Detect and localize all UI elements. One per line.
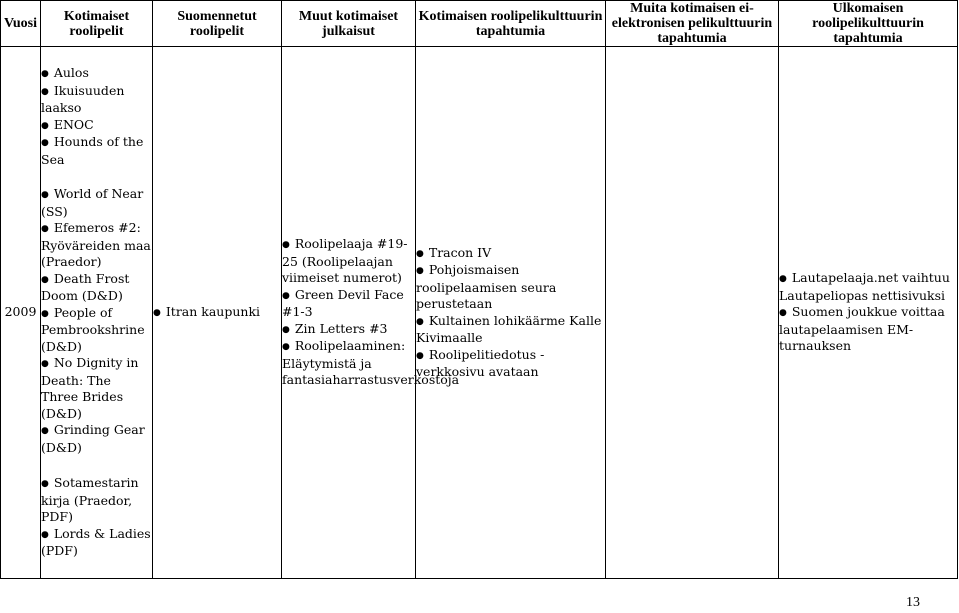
header-year: Vuosi bbox=[1, 1, 41, 47]
list-item: ● Roolipelaaminen: Eläytymistä ja fantasiaharrastusverkostoja bbox=[282, 338, 415, 389]
list-item: ● Zin Letters #3 bbox=[282, 321, 415, 339]
list-item: ● Green Devil Face #1-3 bbox=[282, 287, 415, 321]
list-item: ● Pohjoismaisen roolipelaamisen seura perustetaan bbox=[416, 262, 605, 313]
list-item: ● Aulos bbox=[41, 65, 152, 83]
header-foreign-events: Ulkomaisen roolipelikulttuurin tapahtumia bbox=[779, 1, 958, 47]
list-item: ● Sotamestarin kirja (Praedor, PDF) bbox=[41, 475, 152, 526]
list-item: ● ENOC bbox=[41, 117, 152, 135]
translated-games-list bbox=[153, 304, 281, 322]
year-cell: 2009 bbox=[1, 47, 41, 579]
other-domestic-events-cell bbox=[606, 47, 779, 579]
list-item: ● Roolipelaaja #19-25 (Roolipelaajan viimeiset numerot) bbox=[282, 236, 415, 287]
list-gap bbox=[41, 168, 152, 186]
header-domestic-events: Kotimaisen roolipelikulttuurin tapahtumia bbox=[416, 1, 606, 47]
header-translated-games: Suomennetut roolipelit bbox=[153, 1, 282, 47]
foreign-events-list bbox=[779, 270, 957, 355]
list-item: ● Kultainen lohikäärme Kalle Kivimaalle bbox=[416, 313, 605, 347]
foreign-events-cell bbox=[779, 47, 958, 579]
list-item: ● Efemeros #2: Ryöväreiden maa (Praedor) bbox=[41, 220, 152, 271]
list-item: ● Tracon IV bbox=[416, 245, 605, 263]
list-item: ● Hounds of the Sea bbox=[41, 134, 152, 168]
header-other-publications: Muut kotimaiset julkaisut bbox=[282, 1, 416, 47]
list-item: ● Lords & Ladies (PDF) bbox=[41, 526, 152, 560]
list-item: ● Suomen joukkue voittaa lautapelaamisen EM-turnauksen bbox=[779, 304, 957, 355]
page-number: 13 bbox=[906, 595, 920, 610]
list-item: ● Grinding Gear (D&D) bbox=[41, 422, 152, 456]
header-other-domestic-events: Muita kotimaisen ei-elektronisen pelikulttuurin tapahtumia bbox=[606, 1, 779, 47]
domestic-events-cell bbox=[416, 47, 606, 579]
domestic-games-list-2 bbox=[41, 186, 152, 456]
list-item: ● No Dignity in Death: The Three Brides (D&D) bbox=[41, 355, 152, 422]
list-item: ● World of Near (SS) bbox=[41, 186, 152, 220]
list-gap bbox=[41, 456, 152, 475]
header-domestic-games: Kotimaiset roolipelit bbox=[41, 1, 153, 47]
list-item: ● Itran kaupunki bbox=[153, 304, 281, 322]
list-item: ● Roolipelitiedotus -verkkosivu avataan bbox=[416, 347, 605, 381]
translated-games-cell bbox=[153, 47, 282, 579]
list-item: ● Lautapelaaja.net vaihtuu Lautapeliopas nettisivuksi bbox=[779, 270, 957, 304]
domestic-games-cell bbox=[41, 47, 153, 579]
list-item: ● People of Pembrookshrine (D&D) bbox=[41, 305, 152, 356]
domestic-games-list-1 bbox=[41, 65, 152, 168]
header-row bbox=[1, 1, 958, 47]
table-row bbox=[1, 47, 958, 579]
list-item: ● Ikuisuuden laakso bbox=[41, 83, 152, 117]
domestic-events-list bbox=[416, 245, 605, 381]
domestic-games-list-3 bbox=[41, 475, 152, 560]
list-item: ● Death Frost Doom (D&D) bbox=[41, 271, 152, 305]
